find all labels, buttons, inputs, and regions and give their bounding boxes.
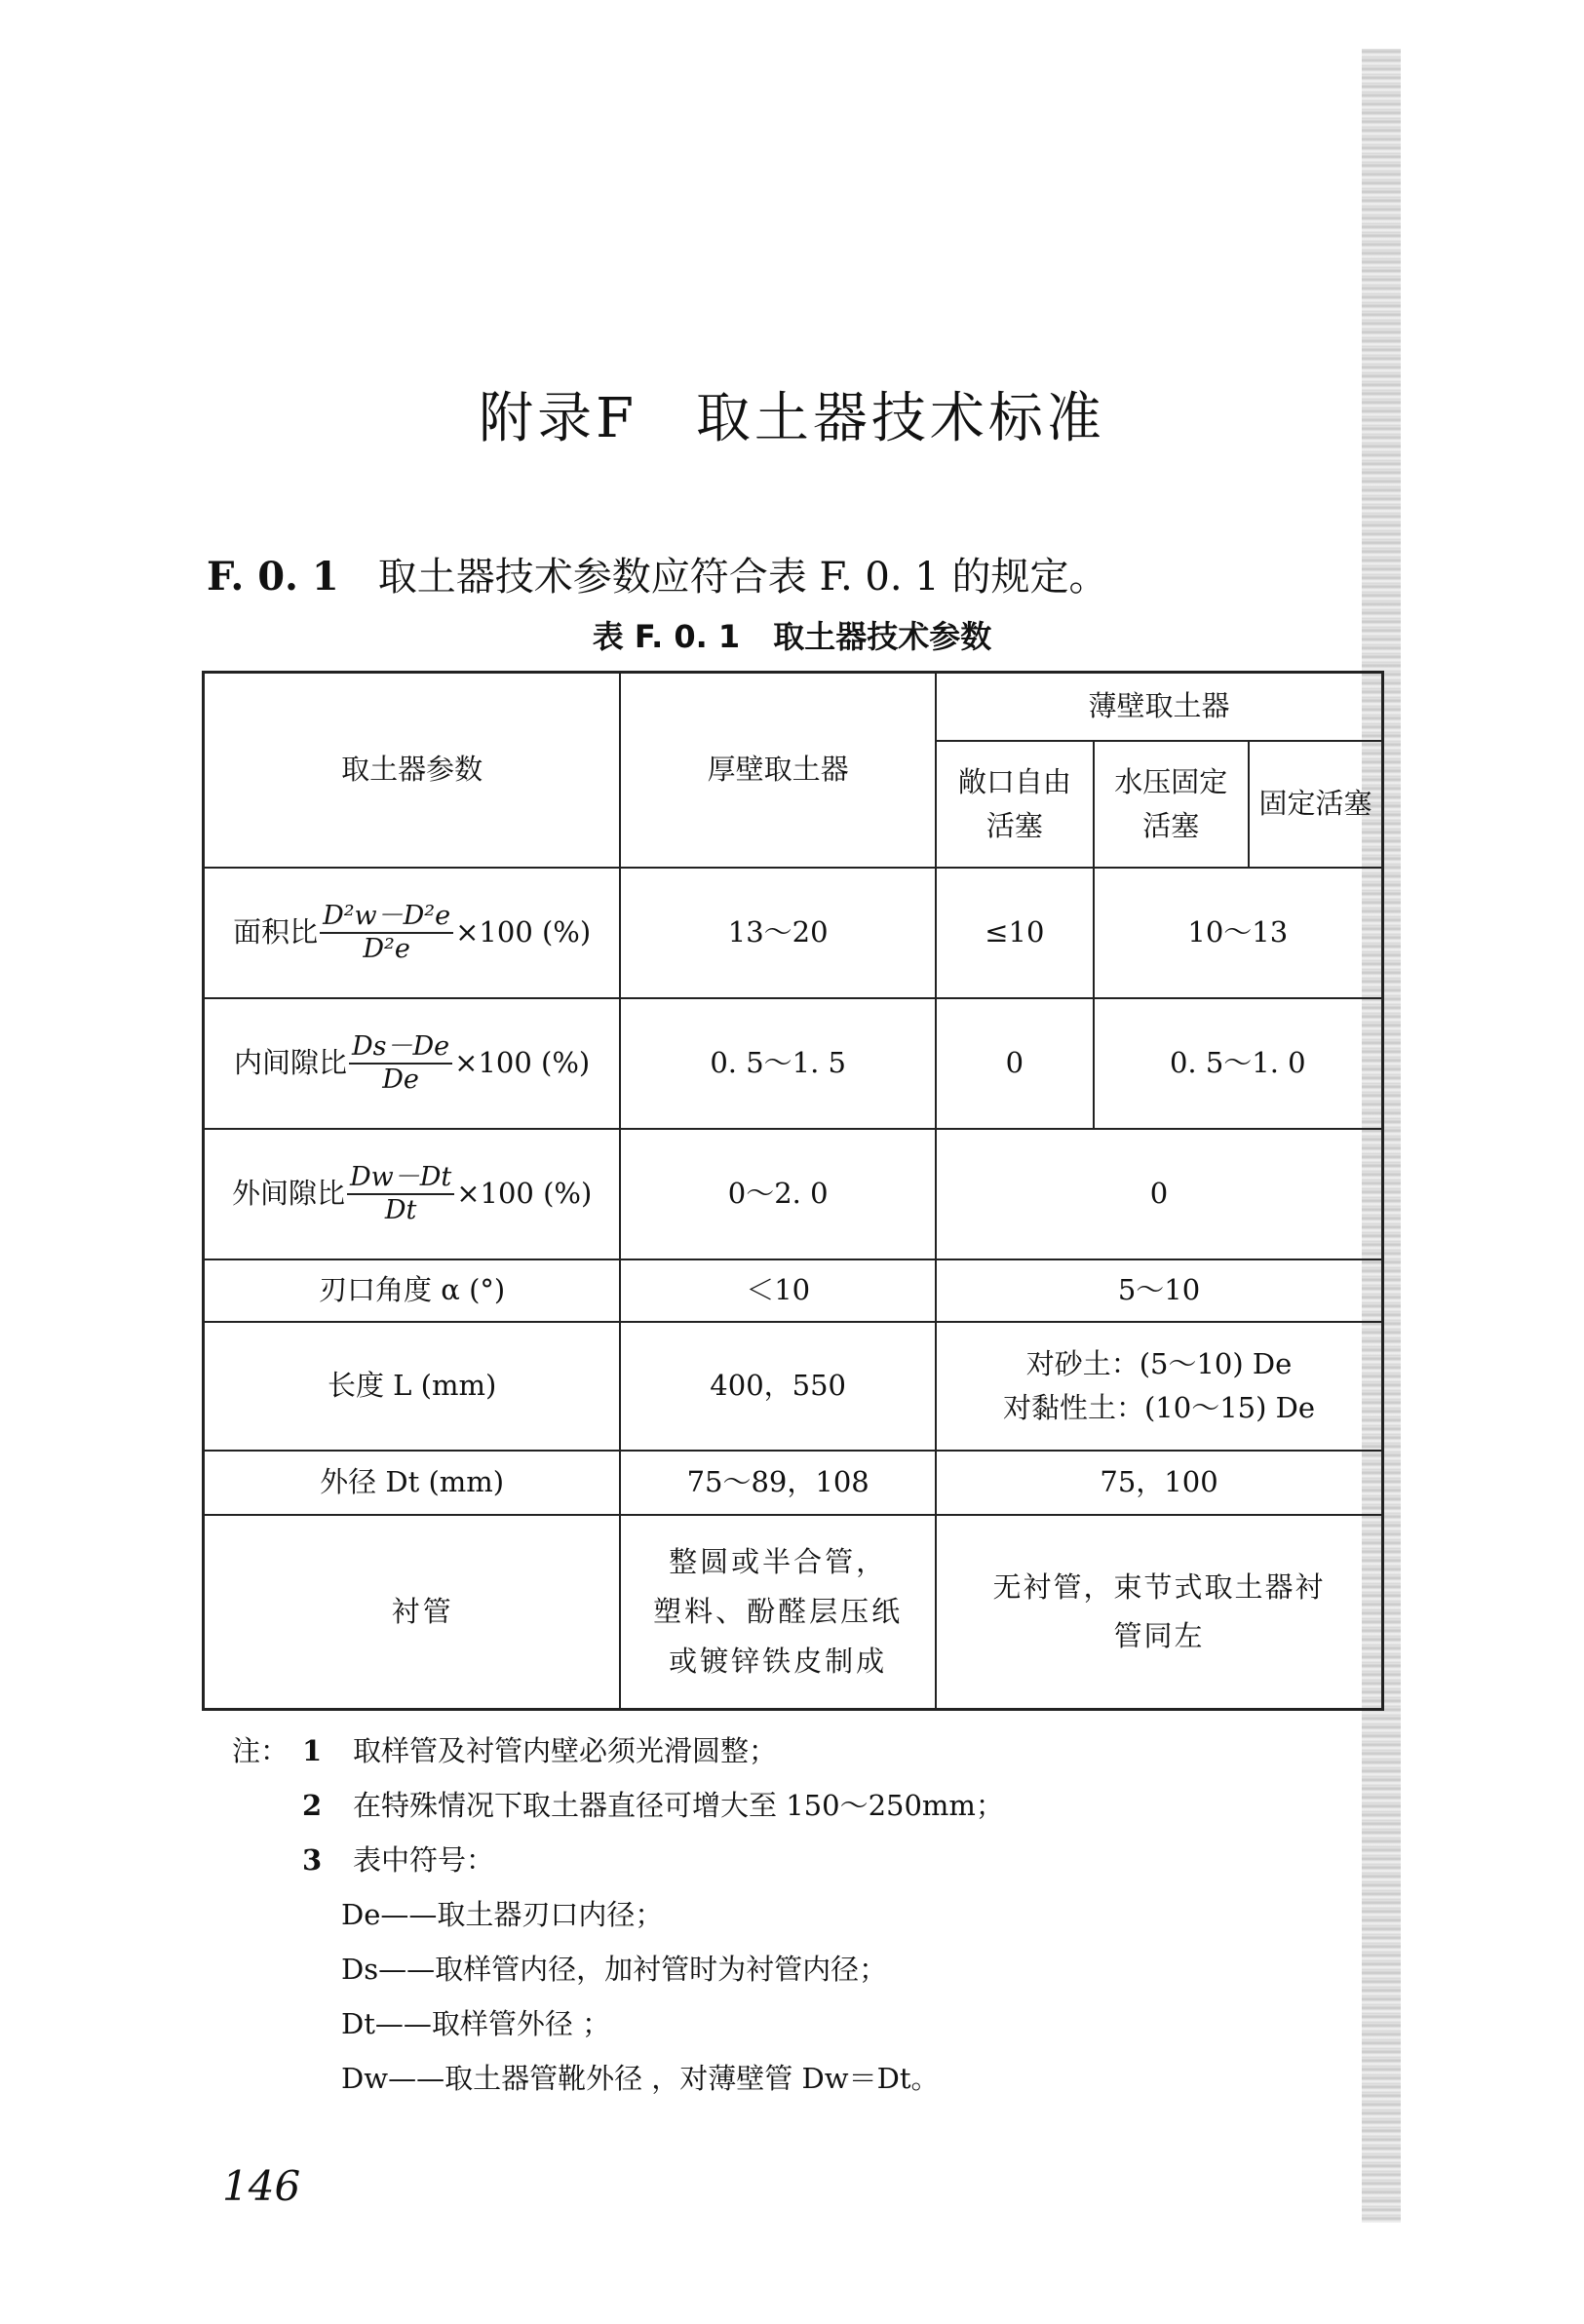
header-param: 取土器参数 <box>204 673 621 868</box>
table-header-row <box>204 673 1383 741</box>
inner-clearance-fraction <box>349 1031 452 1094</box>
header-thin-hydraulic-piston: 水压固定活塞 <box>1094 741 1249 868</box>
symbol-definition-dt: Dt——取样管外径 ； <box>341 2007 611 2040</box>
inner-clearance-numerator: Ds－De <box>349 1031 452 1064</box>
header-thin-wall: 薄壁取土器 <box>936 673 1382 741</box>
cell-outer-clearance-label <box>204 1129 621 1259</box>
area-ratio-label: 面积比 <box>233 915 319 949</box>
cell-edge-angle-thin: 5～10 <box>936 1259 1382 1322</box>
cell-area-ratio-thick: 13～20 <box>620 868 936 998</box>
header-thick-wall: 厚壁取土器 <box>620 673 936 868</box>
cell-length-label: 长度 L (mm) <box>204 1322 621 1451</box>
clause-text: 取土器技术参数应符合表 F. 0. 1 的规定。 <box>377 555 1108 600</box>
inner-clearance-suffix: ×100 (%) <box>454 1046 591 1080</box>
table-row-outer-clearance <box>204 1129 1383 1259</box>
clause-number: F. 0. 1 <box>207 554 339 600</box>
outer-clearance-suffix: ×100 (%) <box>456 1177 593 1211</box>
clause-paragraph <box>207 546 1107 601</box>
inner-clearance-formula <box>234 1031 590 1094</box>
length-thin-clay: 对黏性土：(10～15) De <box>1002 1390 1316 1424</box>
cell-inner-clearance-label <box>204 998 621 1129</box>
liner-thick-line-1: 整圆或半合管， <box>669 1545 888 1579</box>
cell-edge-angle-label: 刃口角度 α (°) <box>204 1259 621 1322</box>
header-thin-fixed-piston: 固定活塞 <box>1249 741 1383 868</box>
cell-liner-thin <box>936 1515 1382 1710</box>
cell-length-thick: 400，550 <box>620 1322 936 1451</box>
cell-edge-angle-thick: ＜10 <box>620 1259 936 1322</box>
table-row-inner-clearance <box>204 998 1383 1129</box>
note-item-3 <box>232 1833 1353 1887</box>
table-row-length <box>204 1322 1383 1451</box>
table-row-edge-angle <box>204 1259 1383 1322</box>
table-caption-number: 表 F. 0. 1 <box>592 618 741 655</box>
table-row-area-ratio <box>204 868 1383 998</box>
cell-inner-clearance-thin-other: 0. 5～1. 0 <box>1094 998 1383 1129</box>
length-thin-sand: 对砂土：(5～10) De <box>1025 1346 1293 1380</box>
symbol-definition-ds: Ds——取样管内径，加衬管时为衬管内径； <box>341 1953 888 1986</box>
area-ratio-formula <box>233 901 591 963</box>
outer-clearance-numerator: Dw－Dt <box>347 1162 454 1194</box>
note-number: 1 <box>302 1734 323 1767</box>
inner-clearance-denominator: De <box>382 1064 419 1095</box>
cell-liner-label: 衬管 <box>204 1515 621 1710</box>
cell-outer-diameter-thin: 75，100 <box>936 1451 1382 1515</box>
cell-outer-clearance-thin: 0 <box>936 1129 1382 1259</box>
note-item-1 <box>232 1724 1353 1778</box>
table-row-liner <box>204 1515 1383 1710</box>
cell-area-ratio-label <box>204 868 621 998</box>
liner-thin-line-1: 无衬管，束节式取土器衬 <box>992 1569 1326 1604</box>
outer-clearance-denominator: Dt <box>384 1194 417 1225</box>
notes-label: 注： <box>232 1734 290 1767</box>
area-ratio-suffix: ×100 (%) <box>455 915 592 949</box>
cell-outer-diameter-label: 外径 Dt (mm) <box>204 1451 621 1515</box>
note-text: 在特殊情况下取土器直径可增大至 150～250mm； <box>353 1789 1004 1822</box>
outer-clearance-label: 外间隙比 <box>231 1177 345 1211</box>
cell-inner-clearance-thick: 0. 5～1. 5 <box>620 998 936 1129</box>
symbol-definition-de: De——取土器刃口内径； <box>341 1898 664 1931</box>
liner-thick-line-2: 塑料、酚醛层压纸 <box>653 1594 904 1628</box>
cell-outer-clearance-thick: 0～2. 0 <box>620 1129 936 1259</box>
outer-clearance-fraction <box>347 1162 454 1224</box>
note-item-2 <box>232 1778 1353 1833</box>
outer-clearance-formula <box>232 1162 592 1224</box>
note-text: 取样管及衬管内壁必须光滑圆整； <box>353 1734 778 1767</box>
note-text: 表中符号： <box>353 1843 495 1877</box>
cell-liner-thick <box>620 1515 936 1710</box>
inner-clearance-label: 内间隙比 <box>234 1046 348 1080</box>
sampler-parameters-table <box>202 671 1384 1711</box>
note-number: 2 <box>302 1789 323 1822</box>
page-number: 146 <box>222 2162 301 2210</box>
area-ratio-denominator: D²e <box>363 933 410 964</box>
cell-area-ratio-thin-open: ≤10 <box>936 868 1094 998</box>
note-number: 3 <box>302 1843 323 1877</box>
area-ratio-fraction <box>320 901 453 963</box>
area-ratio-numerator: D²w－D²e <box>320 901 453 933</box>
appendix-title: 附录F 取土器技术标准 <box>479 387 1105 450</box>
liner-thin-line-2: 管同左 <box>1113 1619 1205 1653</box>
symbol-definition-dw: Dw——取土器管靴外径 ，对薄壁管 Dw＝Dt。 <box>341 2062 940 2095</box>
table-notes <box>232 1724 1353 2106</box>
cell-length-thin <box>936 1322 1382 1451</box>
table-caption <box>0 612 1584 657</box>
cell-outer-diameter-thick: 75～89，108 <box>620 1451 936 1515</box>
header-thin-open-piston: 敞口自由活塞 <box>936 741 1094 868</box>
cell-inner-clearance-thin-open: 0 <box>936 998 1094 1129</box>
table-row-outer-diameter <box>204 1451 1383 1515</box>
cell-area-ratio-thin-other: 10～13 <box>1094 868 1383 998</box>
table-caption-title: 取土器技术参数 <box>773 618 992 655</box>
liner-thick-line-3: 或镀锌铁皮制成 <box>669 1644 888 1678</box>
